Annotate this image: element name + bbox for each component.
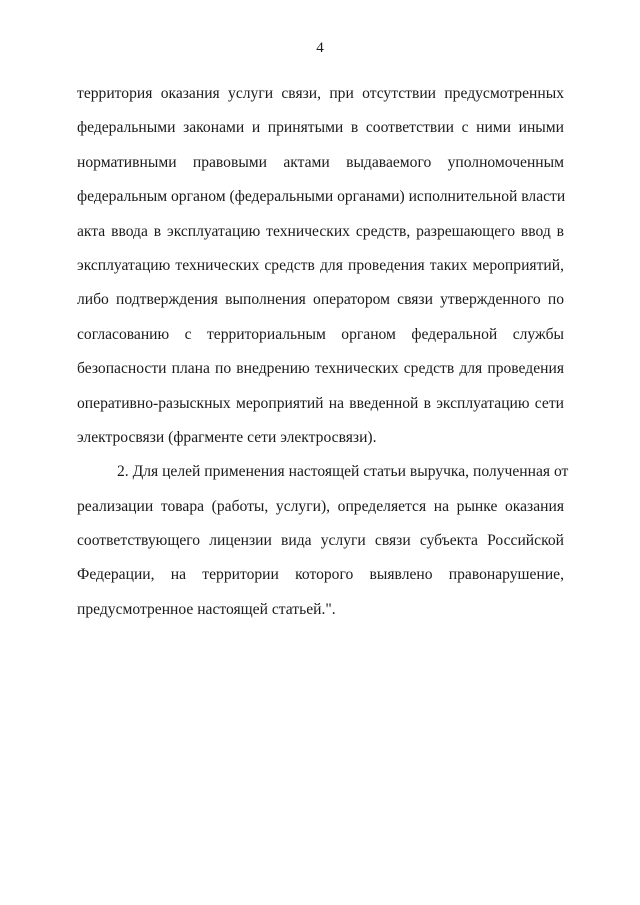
page-number: 4 (316, 40, 324, 56)
text-line: оперативно-разыскных мероприятий на введенной в эксплуатацию сети (77, 394, 564, 412)
text-line: согласованию с территориальным органом федеральной службы (77, 325, 564, 343)
text-line: реализации товара (работы, услуги), определяется на рынке оказания (77, 497, 564, 515)
text-line: федеральным органом (федеральными органами) исполнительной власти (77, 188, 566, 206)
text-line: 2. Для целей применения настоящей статьи выручка, полученная от (117, 463, 569, 481)
text-line: нормативными правовыми актами выдаваемого уполномоченным (77, 153, 564, 171)
text-line: предусмотренное настоящей статьей.". (77, 600, 336, 618)
text-line: акта ввода в эксплуатацию технических средств, разрешающего ввод в (77, 222, 564, 240)
text-line: Федерации, на территории которого выявлено правонарушение, (77, 566, 564, 584)
paragraph-continuation (77, 84, 564, 462)
paragraph-item-2 (77, 462, 569, 634)
text-line: эксплуатацию технических средств для проведения таких мероприятий, (77, 256, 564, 274)
text-line: безопасности плана по внедрению технических средств для проведения (77, 360, 564, 378)
document-body (77, 84, 569, 634)
text-line: либо подтверждения выполнения оператором связи утвержденного по (77, 291, 564, 309)
text-line: соответствующего лицензии вида услуги связи субъекта Российской (77, 532, 564, 550)
text-line: территория оказания услуги связи, при отсутствии предусмотренных (77, 85, 564, 102)
text-line: федеральными законами и принятыми в соответствии с ними иными (77, 119, 564, 137)
text-line: электросвязи (фрагменте сети электросвязи). (77, 428, 377, 446)
